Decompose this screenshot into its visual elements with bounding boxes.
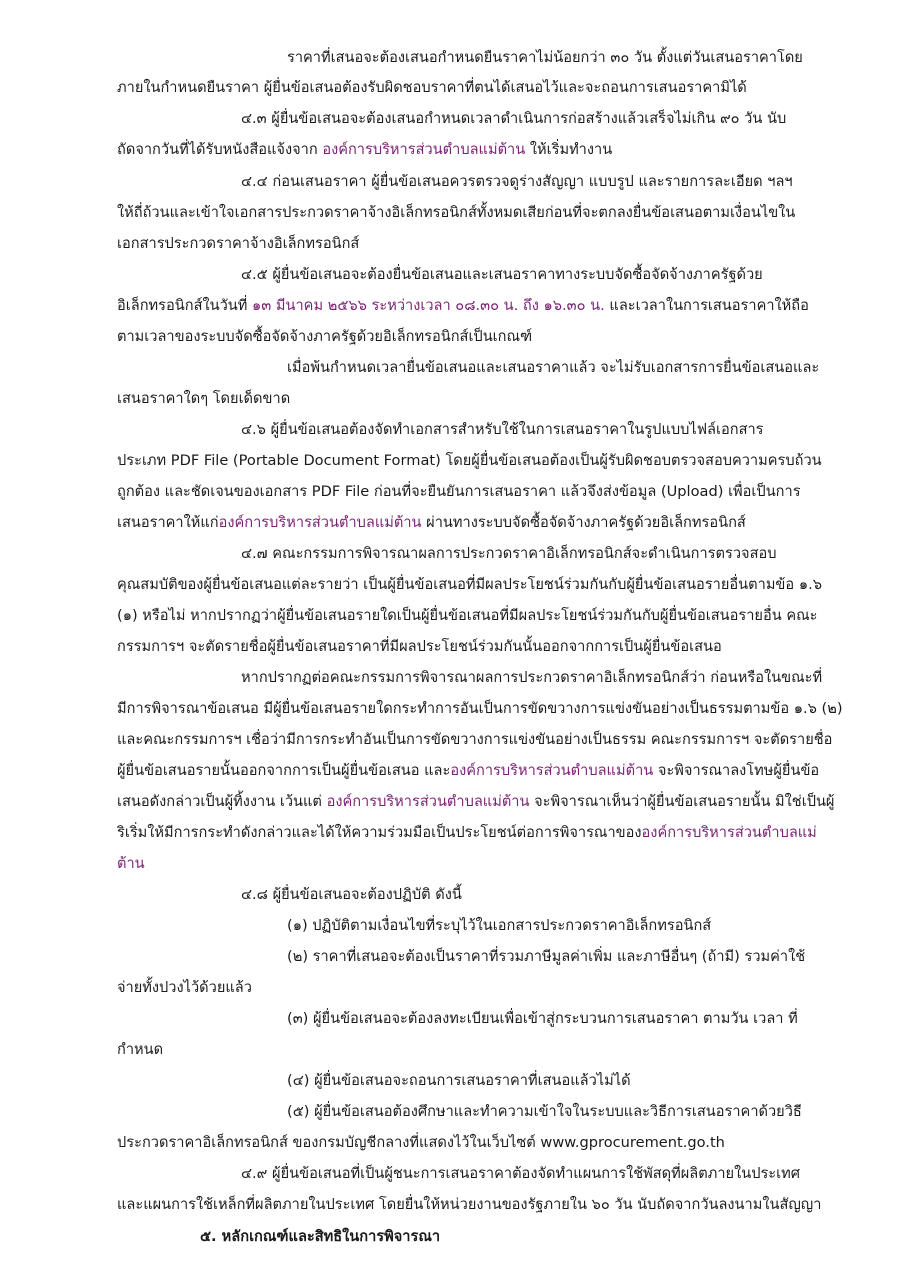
text-line: เสนอราคาใดๆ โดยเด็ดขาด bbox=[117, 390, 291, 407]
text-line: ๔.๔ ก่อนเสนอราคา ผู้ยื่นข้อเสนอควรตรวจดูร่างสัญญา แบบรูป และรายการละเอียด ฯลฯ bbox=[241, 173, 793, 190]
text-line: กำหนด bbox=[117, 1041, 164, 1058]
text-line: กรรมการฯ จะตัดรายชื่อผู้ยื่นข้อเสนอราคาที่มีผลประโยชน์ร่วมกันนั้นออกจากการเป็นผู้ยื่นข้อเสนอ bbox=[117, 638, 722, 655]
text-line: เอกสารประกวดราคาจ้างอิเล็กทรอนิกส์ bbox=[117, 235, 360, 252]
text-line: ตามเวลาของระบบจัดซื้อจัดจ้างภาครัฐด้วยอิเล็กทรอนิกส์เป็นเกณฑ์ bbox=[117, 328, 533, 345]
text-line: (๔) ผู้ยื่นข้อเสนอจะถอนการเสนอราคาที่เสนอแล้วไม่ได้ bbox=[287, 1072, 631, 1089]
text-line: เสนอดังกล่าวเป็นผู้ทิ้งงาน เว้นแต่ องค์การบริหารส่วนตำบลแม่ต้าน จะพิจารณาเห็นว่าผู้ยื่นข้อเสนอรายนั้น มิใช่เป็นผู้ bbox=[117, 793, 835, 810]
text-line: คุณสมบัติของผู้ยื่นข้อเสนอแต่ละรายว่า เป็นผู้ยื่นข้อเสนอที่มีผลประโยชน์ร่วมกันกับผู้ยื่นข้อเสนอรายอื่นตามข้อ ๑.๖ bbox=[117, 576, 822, 593]
text-line: ๔.๙ ผู้ยื่นข้อเสนอที่เป็นผู้ชนะการเสนอราคาต้องจัดทำแผนการใช้พัสดุที่ผลิตภายในประเทศ bbox=[241, 1165, 801, 1182]
text-line: และคณะกรรมการฯ เชื่อว่ามีการกระทำอันเป็นการขัดขวางการแข่งขันอย่างเป็นธรรม คณะกรรมการฯ จะตัดรายชื่อ bbox=[117, 731, 833, 748]
text-line: และแผนการใช้เหล็กที่ผลิตภายในประเทศ โดยยื่นให้หน่วยงานของรัฐภายใน ๖๐ วัน นับถัดจากวันลงนามในสัญญา bbox=[117, 1196, 822, 1213]
text-line: ๔.๓ ผู้ยื่นข้อเสนอจะต้องเสนอกำหนดเวลาดำเนินการก่อสร้างแล้วเสร็จไม่เกิน ๙๐ วัน นับ bbox=[241, 110, 787, 127]
text-line: ถัดจากวันที่ได้รับหนังสือแจ้งจาก องค์การบริหารส่วนตำบลแม่ต้าน ให้เริ่มทำงาน bbox=[117, 141, 613, 158]
text-line: (๑) หรือไม่ หากปรากฏว่าผู้ยื่นข้อเสนอรายใดเป็นผู้ยื่นข้อเสนอที่มีผลประโยชน์ร่วมกันกับผู้ยื่นข้อเสนอรายอื่น คณะ bbox=[117, 607, 818, 624]
text-line: ภายในกำหนดยืนราคา ผู้ยื่นข้อเสนอต้องรับผิดชอบราคาที่ตนได้เสนอไว้และจะถอนการเสนอราคามิได้ bbox=[117, 79, 747, 96]
text-line: (๒) ราคาที่เสนอจะต้องเป็นราคาที่รวมภาษีมูลค่าเพิ่ม และภาษีอื่นๆ (ถ้ามี) รวมค่าใช้ bbox=[287, 948, 806, 965]
text-line: ให้ถี่ถ้วนและเข้าใจเอกสารประกวดราคาจ้างอิเล็กทรอนิกส์ทั้งหมดเสียก่อนที่จะตกลงยื่นข้อเสนอตามเงื่อนไขใน bbox=[117, 204, 796, 221]
text-line: ประกวดราคาอิเล็กทรอนิกส์ ของกรมบัญชีกลางที่แสดงไว้ในเว็บไซต์ www.gprocurement.go.th bbox=[117, 1134, 725, 1151]
text-line: ผู้ยื่นข้อเสนอรายนั้นออกจากการเป็นผู้ยื่นข้อเสนอ และองค์การบริหารส่วนตำบลแม่ต้าน จะพิจารณาลงโทษผู้ยื่นข้อ bbox=[117, 762, 820, 779]
text-line: อิเล็กทรอนิกส์ในวันที่ ๑๓ มีนาคม ๒๕๖๖ ระหว่างเวลา ๐๘.๓๐ น. ถึง ๑๖.๓๐ น. และเวลาในการเสนอราคาให้ถือ bbox=[117, 297, 809, 314]
text-line: ๔.๗ คณะกรรมการพิจารณาผลการประกวดราคาอิเล็กทรอนิกส์จะดำเนินการตรวจสอบ bbox=[241, 545, 777, 562]
text-line: ริเริ่มให้มีการกระทำดังกล่าวและได้ให้ความร่วมมือเป็นประโยชน์ต่อการพิจารณาขององค์การบริหารส่วนตำบลแม่ bbox=[117, 824, 817, 841]
section-heading: ๕. หลักเกณฑ์และสิทธิในการพิจารณา bbox=[200, 1228, 441, 1245]
text-line: ประเภท PDF File (Portable Document Format) โดยผู้ยื่นข้อเสนอต้องเป็นผู้รับผิดชอบตรวจสอบความครบถ้วน bbox=[117, 452, 822, 469]
text-line: ๔.๖ ผู้ยื่นข้อเสนอต้องจัดทำเอกสารสำหรับใช้ในการเสนอราคาในรูปแบบไฟล์เอกสาร bbox=[241, 421, 764, 438]
text-line: ๔.๕ ผู้ยื่นข้อเสนอจะต้องยื่นข้อเสนอและเสนอราคาทางระบบจัดซื้อจัดจ้างภาครัฐด้วย bbox=[241, 266, 763, 283]
text-line: จ่ายทั้งปวงไว้ด้วยแล้ว bbox=[117, 979, 252, 996]
text-line: ราคาที่เสนอจะต้องเสนอกำหนดยืนราคาไม่น้อยกว่า ๓๐ วัน ตั้งแต่วันเสนอราคาโดย bbox=[287, 49, 803, 66]
text-line: มีการพิจารณาข้อเสนอ มีผู้ยื่นข้อเสนอรายใดกระทำการอันเป็นการขัดขวางการแข่งขันอย่างเป็นธรรมตามข้อ ๑.๖ (๒) bbox=[117, 700, 843, 717]
text-line: หากปรากฏต่อคณะกรรมการพิจารณาผลการประกวดราคาอิเล็กทรอนิกส์ว่า ก่อนหรือในขณะที่ bbox=[241, 669, 823, 686]
text-line: ถูกต้อง และชัดเจนของเอกสาร PDF File ก่อนที่จะยืนยันการเสนอราคา แล้วจึงส่งข้อมูล (Upload) เพื่อเป็นการ bbox=[117, 483, 801, 500]
text-line: (๑) ปฏิบัติตามเงื่อนไขที่ระบุไว้ในเอกสารประกวดราคาอิเล็กทรอนิกส์ bbox=[287, 917, 712, 934]
text-line: (๕) ผู้ยื่นข้อเสนอต้องศึกษาและทำความเข้าใจในระบบและวิธีการเสนอราคาด้วยวิธี bbox=[287, 1103, 802, 1120]
text-line: เมื่อพ้นกำหนดเวลายื่นข้อเสนอและเสนอราคาแล้ว จะไม่รับเอกสารการยื่นข้อเสนอและ bbox=[287, 359, 820, 376]
text-line: เสนอราคาให้แก่องค์การบริหารส่วนตำบลแม่ต้าน ผ่านทางระบบจัดซื้อจัดจ้างภาครัฐด้วยอิเล็กทรอนิกส์ bbox=[117, 514, 746, 531]
text-line: ต้าน bbox=[117, 855, 145, 872]
text-line: ๔.๘ ผู้ยื่นข้อเสนอจะต้องปฏิบัติ ดังนี้ bbox=[241, 886, 462, 903]
text-line: (๓) ผู้ยื่นข้อเสนอจะต้องลงทะเบียนเพื่อเข้าสู่กระบวนการเสนอราคา ตามวัน เวลา ที่ bbox=[287, 1010, 798, 1027]
